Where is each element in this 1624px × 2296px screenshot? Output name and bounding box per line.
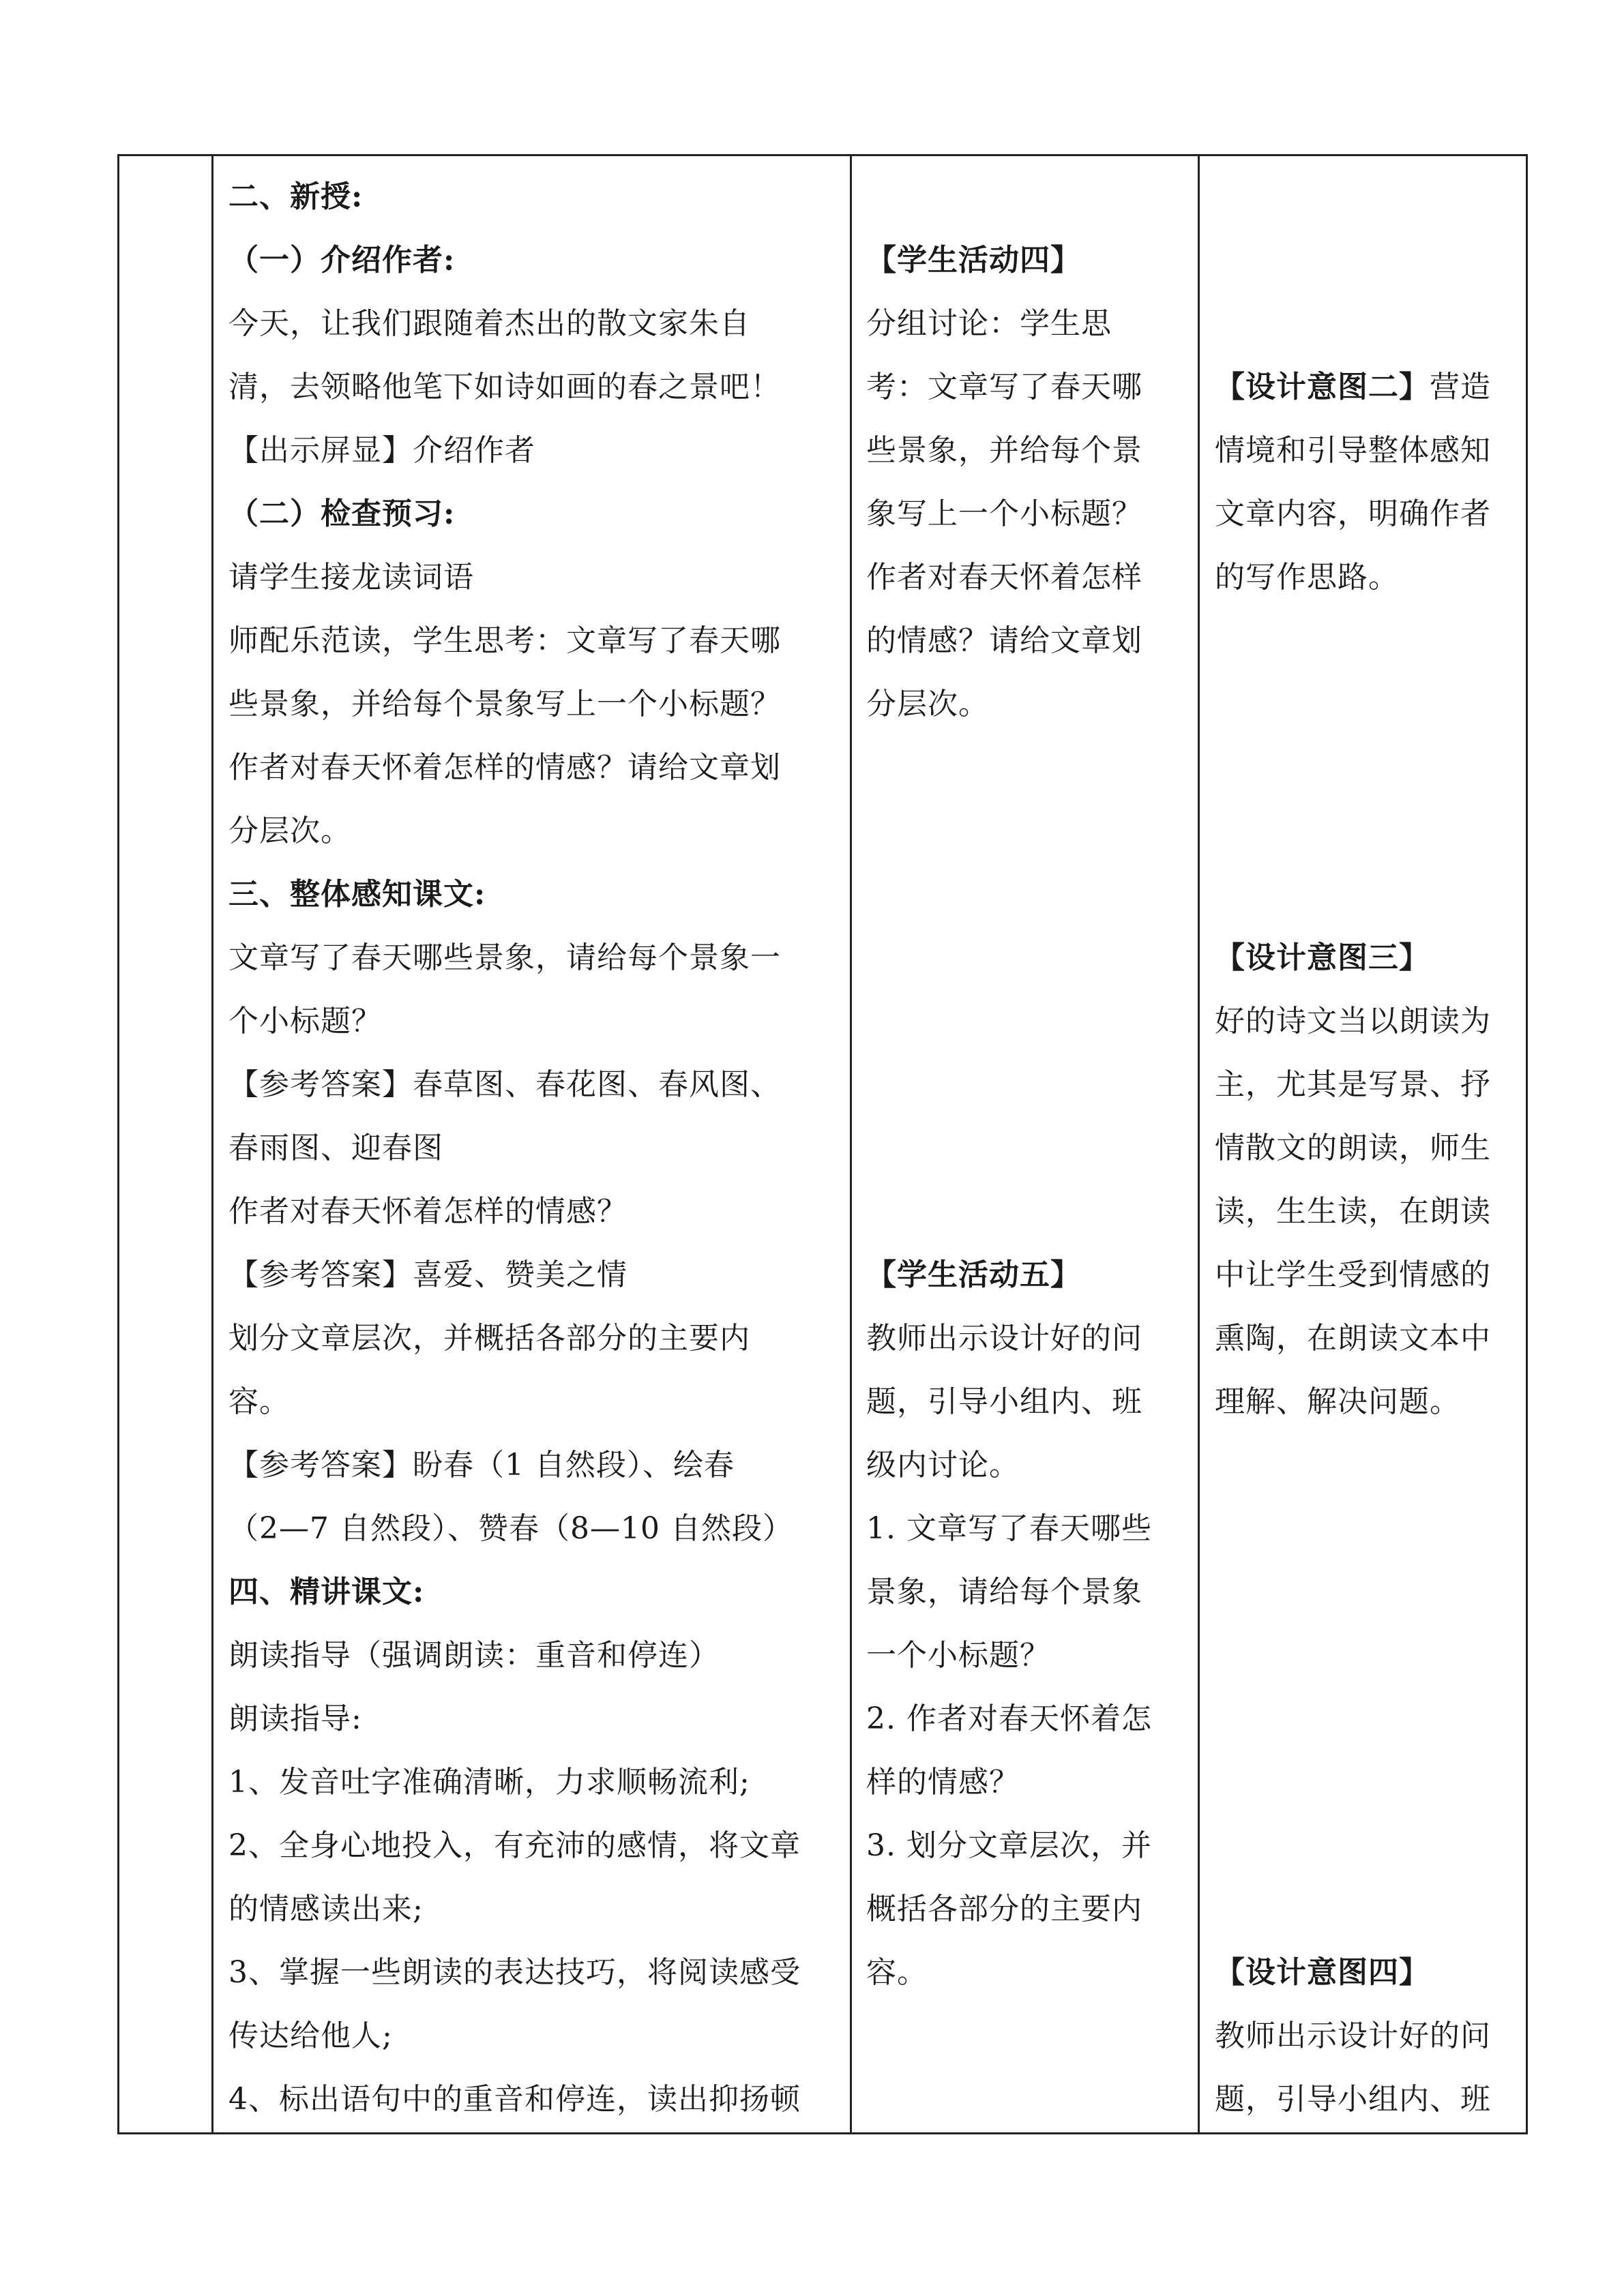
table-divider-2 <box>850 154 852 2134</box>
student-activity-line: 3. 划分文章层次，并 <box>866 1828 1152 1863</box>
student-activity-line: 题，引导小组内、班 <box>866 1384 1142 1419</box>
teacher-activity-line: 春雨图、迎春图 <box>228 1131 443 1165</box>
student-activity-line: 概括各部分的主要内 <box>866 1892 1142 1926</box>
teacher-activity-line: 朗读指导: <box>228 1701 362 1736</box>
teacher-activity-line: 清，去领略他笔下如诗如画的春之景吧！ <box>228 370 781 404</box>
design-intent-line: 【设计意图三】 <box>1215 940 1430 975</box>
design-intent-line: 主，尤其是写景、抒 <box>1215 1067 1491 1102</box>
teacher-activity-line: 作者对春天怀着怎样的情感？ <box>228 1194 628 1229</box>
teacher-activity-line: 1、发音吐字准确清晰，力求顺畅流利; <box>228 1765 750 1800</box>
teacher-activity-line: 分层次。 <box>228 814 351 848</box>
design-intent-line: 情散文的朗读，师生 <box>1215 1131 1491 1165</box>
teacher-activity-line: 传达给他人; <box>228 2018 393 2053</box>
design-intent-text: 营造 <box>1430 370 1491 404</box>
teacher-activity-line: 【参考答案】喜爱、赞美之情 <box>228 1257 628 1292</box>
teacher-activity-line: 个小标题？ <box>228 1004 382 1039</box>
teacher-activity-line: （一）介绍作者: <box>228 243 456 278</box>
design-intent-line: 的写作思路。 <box>1215 560 1399 595</box>
design-intent-line: 题，引导小组内、班 <box>1215 2082 1491 2117</box>
teacher-activity-line: 三、整体感知课文: <box>228 877 486 912</box>
teacher-activity-line: 4、标出语句中的重音和停连，读出抑扬顿 <box>228 2082 801 2117</box>
student-activity-line: 【学生活动四】 <box>866 243 1081 278</box>
teacher-activity-line: 朗读指导（强调朗读：重音和停连） <box>228 1638 720 1673</box>
student-activity-line: 2. 作者对春天怀着怎 <box>866 1701 1152 1736</box>
teacher-activity-line: 【参考答案】盼春（1 自然段）、绘春 <box>228 1448 735 1482</box>
design-intent-line: 理解、解决问题。 <box>1215 1384 1460 1419</box>
design-intent-line: 中让学生受到情感的 <box>1215 1257 1491 1292</box>
design-intent-line: 【设计意图四】 <box>1215 1955 1430 1990</box>
teacher-activity-line: 四、精讲课文: <box>228 1575 425 1609</box>
student-activity-column <box>866 154 1194 2130</box>
student-activity-line: 教师出示设计好的问 <box>866 1321 1142 1356</box>
teacher-activity-line: 3、掌握一些朗读的表达技巧，将阅读感受 <box>228 1955 801 1990</box>
teacher-activity-line: 容。 <box>228 1384 290 1419</box>
design-intent-line: 读，生生读，在朗读 <box>1215 1194 1491 1229</box>
student-activity-line: 样的情感？ <box>866 1765 1020 1800</box>
teacher-activity-line: 的情感读出来; <box>228 1892 424 1926</box>
design-intent-heading: 【设计意图二】 <box>1215 370 1430 404</box>
student-activity-line: 考：文章写了春天哪 <box>866 370 1142 404</box>
stage-label-column <box>119 154 211 2130</box>
student-activity-line: 1. 文章写了春天哪些 <box>866 1511 1152 1546</box>
teacher-activity-line: 2、全身心地投入，有充沛的感情，将文章 <box>228 1828 801 1863</box>
design-intent-line: 文章内容，明确作者 <box>1215 496 1491 531</box>
student-activity-line: 作者对春天怀着怎样 <box>866 560 1142 595</box>
student-activity-line: 象写上一个小标题？ <box>866 496 1142 531</box>
design-intent-line: 好的诗文当以朗读为 <box>1215 1004 1491 1039</box>
student-activity-line: 景象，请给每个景象 <box>866 1575 1142 1609</box>
design-intent-line <box>1215 355 1491 419</box>
teacher-activity-line: 师配乐范读，学生思考：文章写了春天哪 <box>228 623 781 658</box>
table-divider-3 <box>1198 154 1200 2134</box>
table-divider-1 <box>211 154 213 2134</box>
student-activity-line: 分组讨论：学生思 <box>866 306 1112 341</box>
design-intent-line: 教师出示设计好的问 <box>1215 2018 1491 2053</box>
teacher-activity-line: 些景象，并给每个景象写上一个小标题？ <box>228 687 781 721</box>
teacher-activity-line: 今天，让我们跟随着杰出的散文家朱自 <box>228 306 750 341</box>
student-activity-line: 的情感？请给文章划 <box>866 623 1142 658</box>
teacher-activity-line: 划分文章层次，并概括各部分的主要内 <box>228 1321 750 1356</box>
student-activity-line: 分层次。 <box>866 687 989 721</box>
design-intent-line: 情境和引导整体感知 <box>1215 433 1491 468</box>
teacher-activity-line: （2—7 自然段）、赞春（8—10 自然段） <box>228 1511 793 1546</box>
teacher-activity-line: 【出示屏显】介绍作者 <box>228 433 535 468</box>
student-activity-line: 些景象，并给每个景 <box>866 433 1142 468</box>
design-intent-line: 熏陶，在朗读文本中 <box>1215 1321 1491 1356</box>
teacher-activity-line: （二）检查预习: <box>228 496 456 531</box>
design-intent-column <box>1215 154 1523 2130</box>
teacher-activity-line: 文章写了春天哪些景象，请给每个景象一 <box>228 940 781 975</box>
student-activity-line: 容。 <box>866 1955 928 1990</box>
teacher-activity-line: 作者对春天怀着怎样的情感？请给文章划 <box>228 750 781 785</box>
teacher-activity-line: 二、新授: <box>228 179 364 214</box>
teacher-activity-line: 请学生接龙读词语 <box>228 560 474 595</box>
student-activity-line: 【学生活动五】 <box>866 1257 1081 1292</box>
teacher-activity-line: 【参考答案】春草图、春花图、春风图、 <box>228 1067 781 1102</box>
student-activity-line: 一个小标题？ <box>866 1638 1050 1673</box>
student-activity-line: 级内讨论。 <box>866 1448 1020 1482</box>
teacher-activity-column <box>228 154 846 2130</box>
